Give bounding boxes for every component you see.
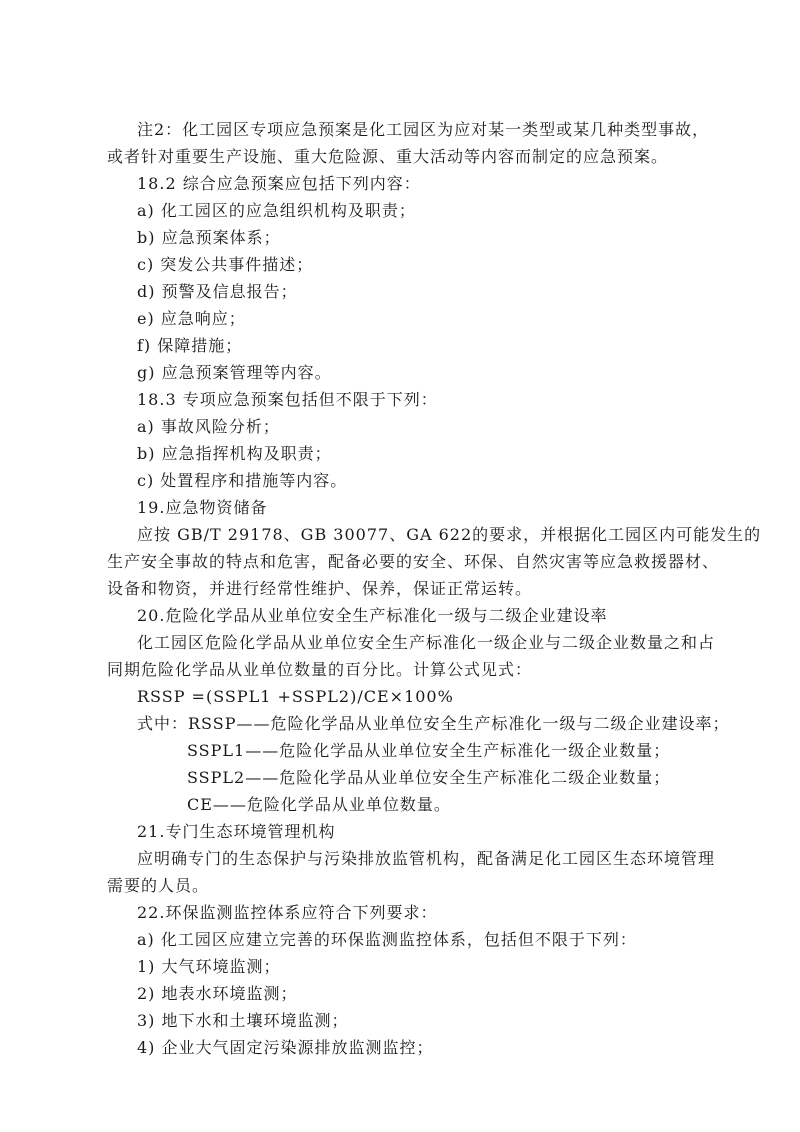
section-20-heading: 20.危险化学品从业单位安全生产标准化一级与二级企业建设率 — [137, 606, 608, 625]
list-item: c) 突发公共事件描述； — [137, 255, 314, 274]
section-18-2-heading: 18.2 综合应急预案应包括下列内容： — [137, 174, 421, 193]
list-item: b) 应急预案体系； — [137, 228, 281, 247]
paragraph-line: 生产安全事故的特点和危害，配备必要的安全、环保、自然灾害等应急救援器材、 — [107, 552, 720, 571]
paragraph-line: 应明确专门的生态保护与污染排放监管机构，配备满足化工园区生态环境管理 — [137, 849, 716, 868]
list-item: d) 预警及信息报告； — [137, 282, 298, 301]
list-item: f) 保障措施； — [137, 336, 243, 355]
paragraph-line: 化工园区危险化学品从业单位安全生产标准化一级企业与二级企业数量之和占 — [137, 633, 716, 652]
list-item: g) 应急预案管理等内容。 — [137, 363, 332, 382]
formula-where-line: 式中：RSSP——危险化学品从业单位安全生产标准化一级与二级企业建设率； — [137, 714, 730, 733]
section-18-3-heading: 18.3 专项应急预案包括但不限于下列： — [137, 390, 438, 409]
list-item: c) 处置程序和措施等内容。 — [137, 471, 348, 490]
list-item: a) 化工园区的应急组织机构及职责； — [137, 201, 416, 220]
sub-list-item: 1) 大气环境监测； — [137, 957, 281, 976]
formula-where-line: SSPL1——危险化学品从业单位安全生产标准化一级企业数量； — [187, 741, 671, 760]
note-2-line-1: 注2：化工园区专项应急预案是化工园区为应对某一类型或某几种类型事故， — [137, 120, 710, 139]
formula: RSSP =(SSPL1 +SSPL2)/CE×100% — [137, 687, 454, 706]
paragraph-line: 应按 GB/T 29178、GB 30077、GA 622的要求，并根据化工园区内可能发生的 — [137, 525, 762, 544]
sub-list-item: 2) 地表水环境监测； — [137, 984, 298, 1003]
sub-list-item: 4) 企业大气固定污染源排放监测监控； — [137, 1038, 434, 1057]
document-page — [0, 116, 800, 1061]
paragraph-line: 需要的人员。 — [107, 876, 210, 895]
section-19-heading: 19.应急物资储备 — [137, 498, 268, 517]
formula-where-line: CE——危险化学品从业单位数量。 — [187, 795, 451, 814]
list-item: a) 事故风险分析； — [137, 417, 280, 436]
sub-list-item: 3) 地下水和土壤环境监测； — [137, 1011, 349, 1030]
section-21-heading: 21.专门生态环境管理机构 — [137, 822, 336, 841]
note-2-line-2: 或者针对重要生产设施、重大危险源、重大活动等内容而制定的应急预案。 — [107, 147, 669, 166]
list-item: a) 化工园区应建立完善的环保监测监控体系，包括但不限于下列： — [137, 930, 637, 949]
list-item: e) 应急响应； — [137, 309, 246, 328]
section-22-heading: 22.环保监测监控体系应符合下列要求： — [137, 903, 438, 922]
paragraph-line: 同期危险化学品从业单位数量的百分比。计算公式见式： — [107, 660, 533, 679]
list-item: b) 应急指挥机构及职责； — [137, 444, 332, 463]
formula-where-line: SSPL2——危险化学品从业单位安全生产标准化二级企业数量； — [187, 768, 671, 787]
paragraph-line: 设备和物资，并进行经常性维护、保养，保证正常运转。 — [107, 579, 533, 598]
